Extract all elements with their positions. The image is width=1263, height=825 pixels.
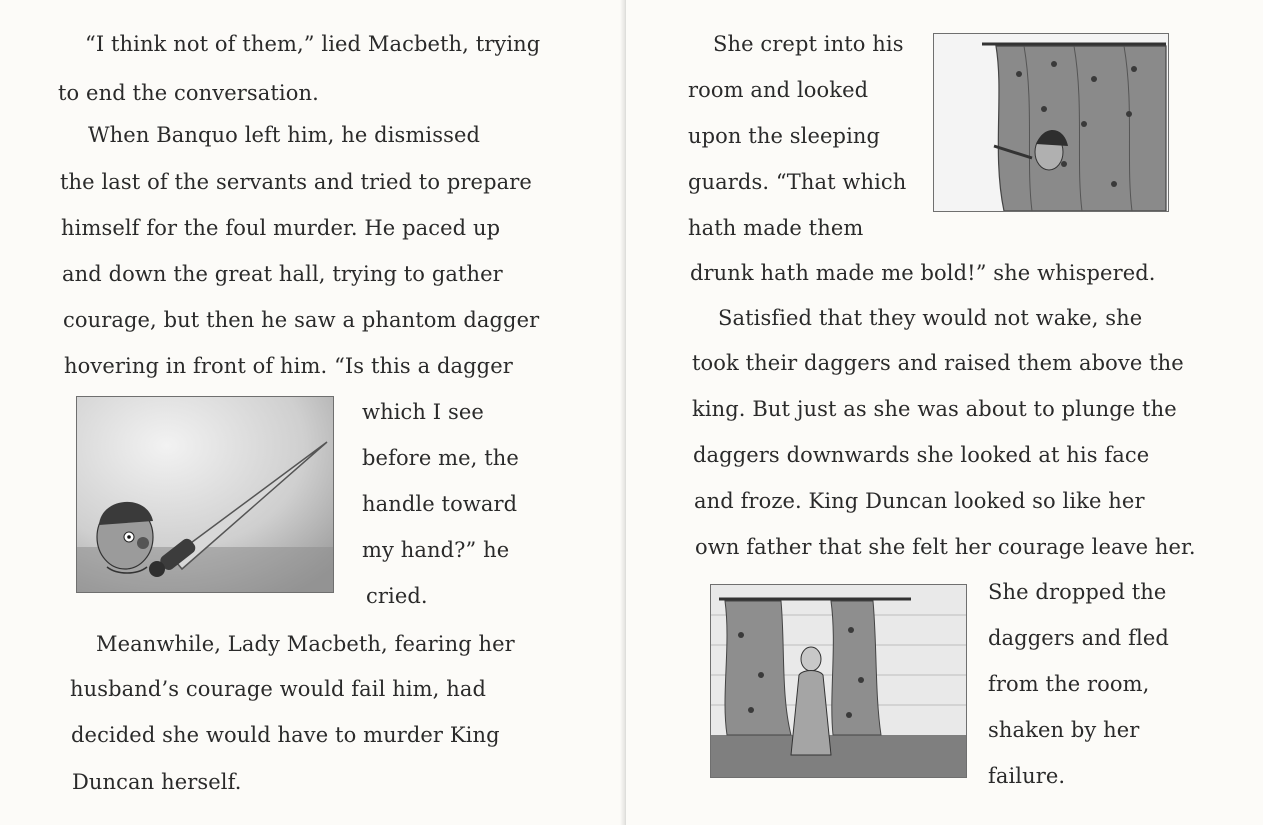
text-line: the last of the servants and tried to prepare [60,170,532,194]
text-line: king. But just as she was about to plunge the [692,397,1177,421]
text-line: which I see [362,400,484,424]
text-line: hovering in front of him. “Is this a dagger [64,354,513,378]
text-line: When Banquo left him, he dismissed [88,123,481,147]
text-line: and down the great hall, trying to gather [62,262,503,286]
text-line: handle toward [362,492,518,516]
text-line: shaken by her [988,718,1140,742]
text-line: upon the sleeping [688,124,881,148]
curtain-illustration [933,33,1169,212]
text-line: hath made them [688,216,864,240]
text-line: Meanwhile, Lady Macbeth, fearing her [96,632,515,656]
text-line: and froze. King Duncan looked so like her [694,489,1145,513]
text-line: husband’s courage would fail him, had [70,677,486,701]
lady-macbeth-illustration [710,584,967,778]
text-line: to end the conversation. [58,81,319,105]
right-page [626,0,1263,825]
text-line: my hand?” he [362,538,510,562]
text-line: courage, but then he saw a phantom dagger [63,308,540,332]
dagger-illustration [76,396,334,593]
text-line: She crept into his [713,32,904,56]
text-line: She dropped the [988,580,1167,604]
text-line: own father that she felt her courage leave her. [695,535,1196,559]
text-line: daggers and fled [988,626,1169,650]
text-line: Satisfied that they would not wake, she [718,306,1143,330]
text-line: guards. “That which [688,170,907,194]
text-line: from the room, [988,672,1150,696]
text-line: decided she would have to murder King [71,723,500,747]
text-line: drunk hath made me bold!” she whispered. [690,261,1156,285]
text-line: Duncan herself. [72,770,242,794]
text-line: failure. [988,764,1066,788]
text-line: cried. [366,584,428,608]
left-page [0,0,626,825]
text-line: daggers downwards she looked at his face [693,443,1150,467]
text-line: took their daggers and raised them above the [692,351,1184,375]
text-line: room and looked [688,78,869,102]
text-line: himself for the foul murder. He paced up [61,216,501,240]
text-line: before me, the [362,446,519,470]
text-line: “I think not of them,” lied Macbeth, trying [85,32,541,56]
